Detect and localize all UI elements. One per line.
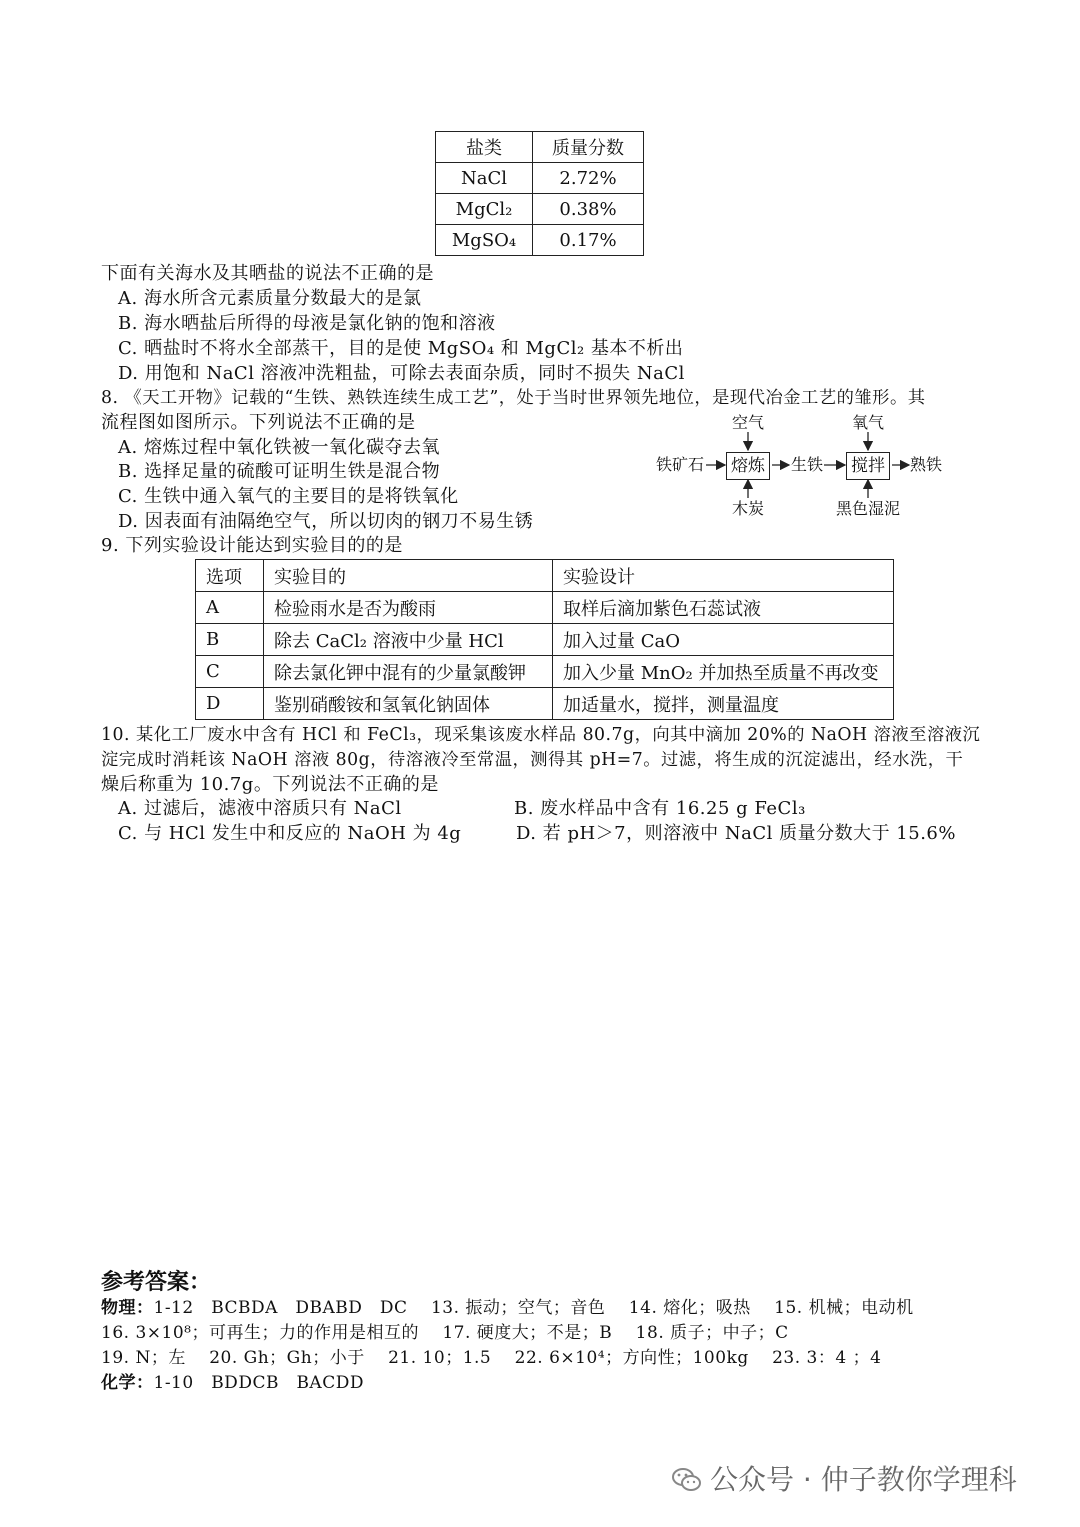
question-stem: 9. 下列实验设计能达到实验目的的是 [101, 535, 403, 556]
table-cell: 鉴别硝酸铵和氢氧化钠固体 [264, 688, 553, 720]
table-header-row [196, 560, 894, 592]
watermark [672, 1458, 1017, 1498]
table-cell: MgCl₂ [436, 194, 533, 225]
flow-step-stirring: 搅拌 [846, 452, 890, 480]
flow-step2-bottom: 黑色湿泥 [836, 499, 901, 518]
physics-answers-line [101, 1296, 914, 1320]
flow-step1-top: 空气 [732, 413, 765, 432]
table-header: 盐类 [436, 132, 533, 163]
option-b: B. 海水晒盐后所得的母液是氯化钠的饱和溶液 [118, 313, 496, 334]
table-row [436, 194, 644, 225]
salt-table [435, 131, 644, 256]
option-a: A. 海水所含元素质量分数最大的是氯 [118, 288, 422, 309]
physics-label: 物理： [101, 1298, 154, 1318]
table-row [196, 688, 894, 720]
table-cell: 除去 CaCl₂ 溶液中少量 HCl [264, 624, 553, 656]
table-row [196, 656, 894, 688]
question-stem: 燥后称重为 10.7g。下列说法不正确的是 [101, 774, 439, 795]
chemistry-answers-line [101, 1371, 364, 1395]
option-a: A. 熔炼过程中氧化铁被一氧化碳夺去氧 [118, 437, 440, 458]
chemistry-answers-text: 1-10 BDDCB BACDD [153, 1373, 364, 1393]
table-header: 实验设计 [553, 560, 894, 592]
table-cell: 除去氯化钾中混有的少量氯酸钾 [264, 656, 553, 688]
table-row [436, 225, 644, 256]
table-header: 选项 [196, 560, 264, 592]
watermark-text: 公众号 · 仲子教你学理科 [710, 1463, 1017, 1496]
table-header-row [436, 132, 644, 163]
option-d: D. 用饱和 NaCl 溶液冲洗粗盐，可除去表面杂质，同时不损失 NaCl [118, 363, 685, 384]
table-cell: 加入少量 MnO₂ 并加热至质量不再改变 [553, 656, 894, 688]
table-cell: NaCl [436, 163, 533, 194]
table-cell: 加入过量 CaO [553, 624, 894, 656]
option-b: B. 选择足量的硫酸可证明生铁是混合物 [118, 461, 441, 482]
option-a: A. 过滤后，滤液中溶质只有 NaCl [118, 798, 402, 819]
table-cell: D [196, 688, 264, 720]
question-stem: 下面有关海水及其晒盐的说法不正确的是 [101, 263, 434, 284]
flow-step1-bottom: 木炭 [732, 499, 765, 518]
table-cell: 0.17% [533, 225, 644, 256]
question-stem: 流程图如图所示。下列说法不正确的是 [101, 412, 416, 433]
flow-diagram [650, 410, 950, 520]
question-stem: 淀完成时消耗该 NaOH 溶液 80g，待溶液冷至常温，测得其 pH=7。过滤，将生成的沉淀滤出，经水洗，干 [101, 750, 964, 770]
table-cell: 取样后滴加紫色石蕊试液 [553, 592, 894, 624]
physics-answers-text: 1-12 BCBDA DBABD DC 13. 振动；空气；音色 14. 熔化；吸热 15. 机械；电动机 [153, 1298, 914, 1318]
table-cell: 加适量水，搅拌，测量温度 [553, 688, 894, 720]
flow-input: 铁矿石 [656, 455, 705, 474]
table-cell: 检验雨水是否为酸雨 [264, 592, 553, 624]
table-row [196, 592, 894, 624]
table-row [196, 624, 894, 656]
option-d: D. 若 pH＞7，则溶液中 NaCl 质量分数大于 15.6% [516, 823, 956, 844]
flow-step2-top: 氧气 [852, 413, 885, 432]
option-d: D. 因表面有油隔绝空气，所以切肉的钢刀不易生锈 [118, 511, 534, 532]
experiment-table [195, 559, 894, 720]
option-c: C. 与 HCl 发生中和反应的 NaOH 为 4g [118, 823, 462, 844]
option-c: C. 晒盐时不将水全部蒸干，目的是使 MgSO₄ 和 MgCl₂ 基本不析出 [118, 338, 684, 359]
table-cell: 2.72% [533, 163, 644, 194]
question-stem: 8. 《天工开物》记载的“生铁、熟铁连续生成工艺”，处于当时世界领先地位，是现代冶金工艺的雏形。其 [101, 388, 926, 408]
question-stem: 10. 某化工厂废水中含有 HCl 和 FeCl₃，现采集该废水样品 80.7g，向其中滴加 20%的 NaOH 溶液至溶液沉 [101, 725, 981, 745]
table-header: 质量分数 [533, 132, 644, 163]
table-cell: MgSO₄ [436, 225, 533, 256]
answers-title: 参考答案： [101, 1270, 212, 1295]
flow-middle: 生铁 [791, 455, 824, 474]
table-header: 实验目的 [264, 560, 553, 592]
physics-answers-line: 19. N；左 20. Gh；Gh；小于 21. 10；1.5 22. 6×10⁴；方向性；100kg 23. 3：4 ；4 [101, 1348, 882, 1368]
table-row [436, 163, 644, 194]
chemistry-label: 化学： [101, 1373, 154, 1393]
table-cell: A [196, 592, 264, 624]
table-cell: B [196, 624, 264, 656]
wechat-icon [672, 1467, 702, 1493]
table-cell: 0.38% [533, 194, 644, 225]
physics-answers-line: 16. 3×10⁸；可再生；力的作用是相互的 17. 硬度大；不是；B 18. 质子；中子；C [101, 1323, 789, 1343]
flow-step-smelting: 熔炼 [726, 452, 770, 480]
table-cell: C [196, 656, 264, 688]
option-b: B. 废水样品中含有 16.25 g FeCl₃ [514, 798, 806, 819]
flow-output: 熟铁 [910, 455, 943, 474]
option-c: C. 生铁中通入氧气的主要目的是将铁氧化 [118, 486, 459, 507]
